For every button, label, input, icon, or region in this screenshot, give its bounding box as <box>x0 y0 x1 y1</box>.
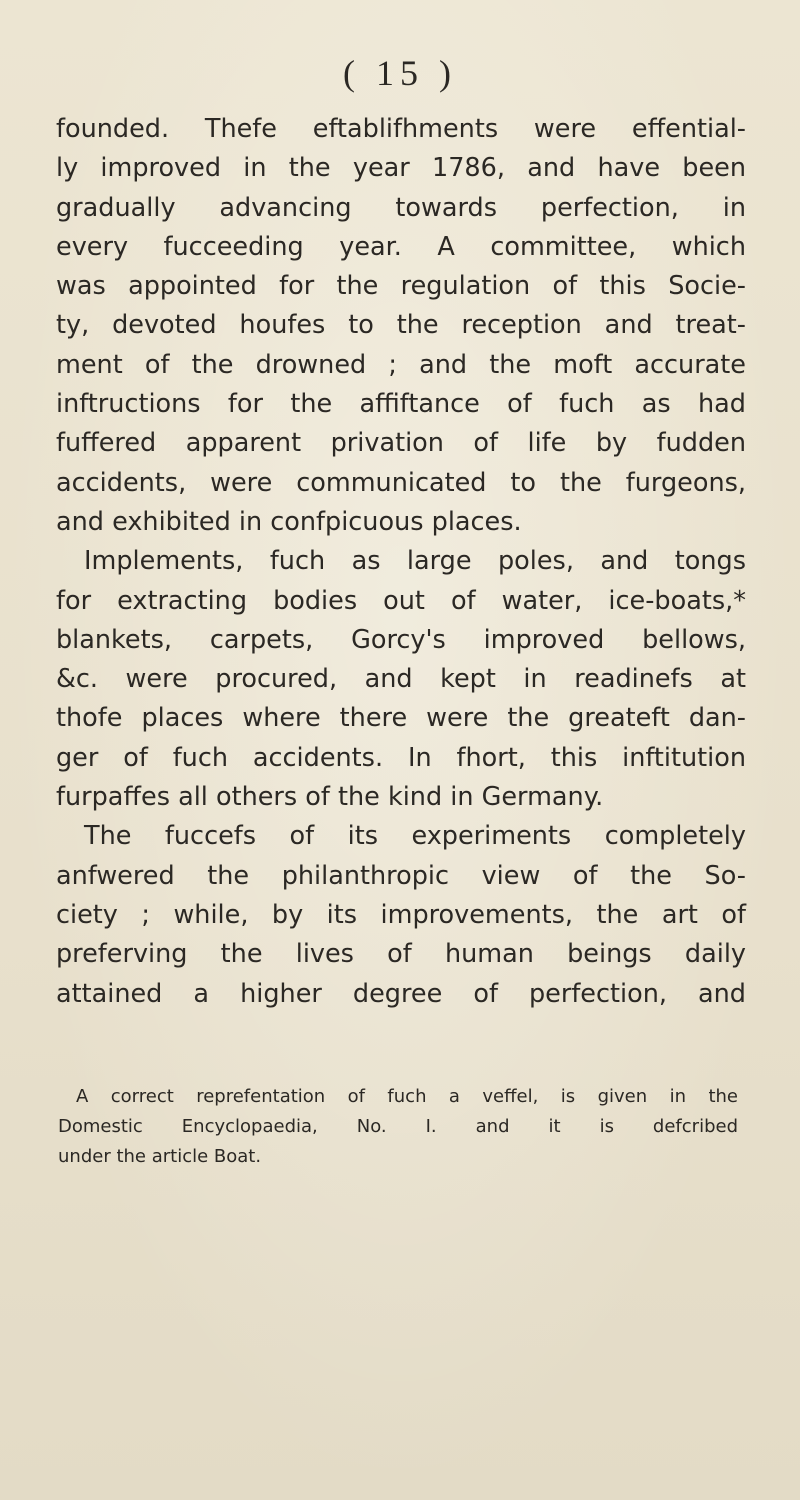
text-line: The fuccefs of its experiments completely <box>84 821 746 852</box>
text-line: preferving the lives of human beings daily <box>56 939 746 970</box>
text-line: inftructions for the affiftance of fuch as had <box>56 389 746 420</box>
text-line: ger of fuch accidents. In fhort, this inftitution <box>56 742 746 773</box>
text-line: furpaffes all others of the kind in Germany. <box>56 782 604 813</box>
text-line: accidents, were communicated to the furgeons, <box>56 467 746 498</box>
text-line: founded. Thefe eftablifhments were effential- <box>56 114 746 144</box>
text-line: every fucceeding year. A committee, which <box>56 231 746 262</box>
text-line: gradually advancing towards perfection, in <box>56 192 746 223</box>
text-line: ment of the drowned ; and the moft accurate <box>56 349 746 380</box>
text-line: attained a higher degree of perfection, and <box>56 978 746 1009</box>
text-line: ty, devoted houfes to the reception and treat- <box>56 310 746 341</box>
text-line: blankets, carpets, Gorcy's improved bellows, <box>56 624 746 655</box>
text-line: and exhibited in confpicuous places. <box>56 506 522 537</box>
footnote-line: A correct reprefentation of fuch a veffel, is given in the <box>76 1086 738 1107</box>
text-line: was appointed for the regulation of this Socie- <box>56 271 746 302</box>
text-line: anfwered the philanthropic view of the So- <box>56 860 746 891</box>
footnote <box>58 1082 738 1172</box>
body-text <box>56 110 746 1014</box>
text-line: for extracting bodies out of water, ice-boats,* <box>56 585 746 616</box>
footnote-line: Domestic Encyclopaedia, No. I. and it is defcribed <box>58 1116 738 1137</box>
text-line: &c. were procured, and kept in readinefs at <box>56 664 746 695</box>
text-line: thofe places where there were the greateft dan- <box>56 703 746 734</box>
text-line: ciety ; while, by its improvements, the art of <box>56 899 746 930</box>
text-line: ly improved in the year 1786, and have been <box>56 153 746 184</box>
page-number: ( 15 ) <box>343 53 457 93</box>
text-line: Implements, fuch as large poles, and tongs <box>84 546 746 577</box>
text-line: fuffered apparent privation of life by fudden <box>56 428 746 459</box>
footnote-line: under the article Boat. <box>58 1146 262 1167</box>
